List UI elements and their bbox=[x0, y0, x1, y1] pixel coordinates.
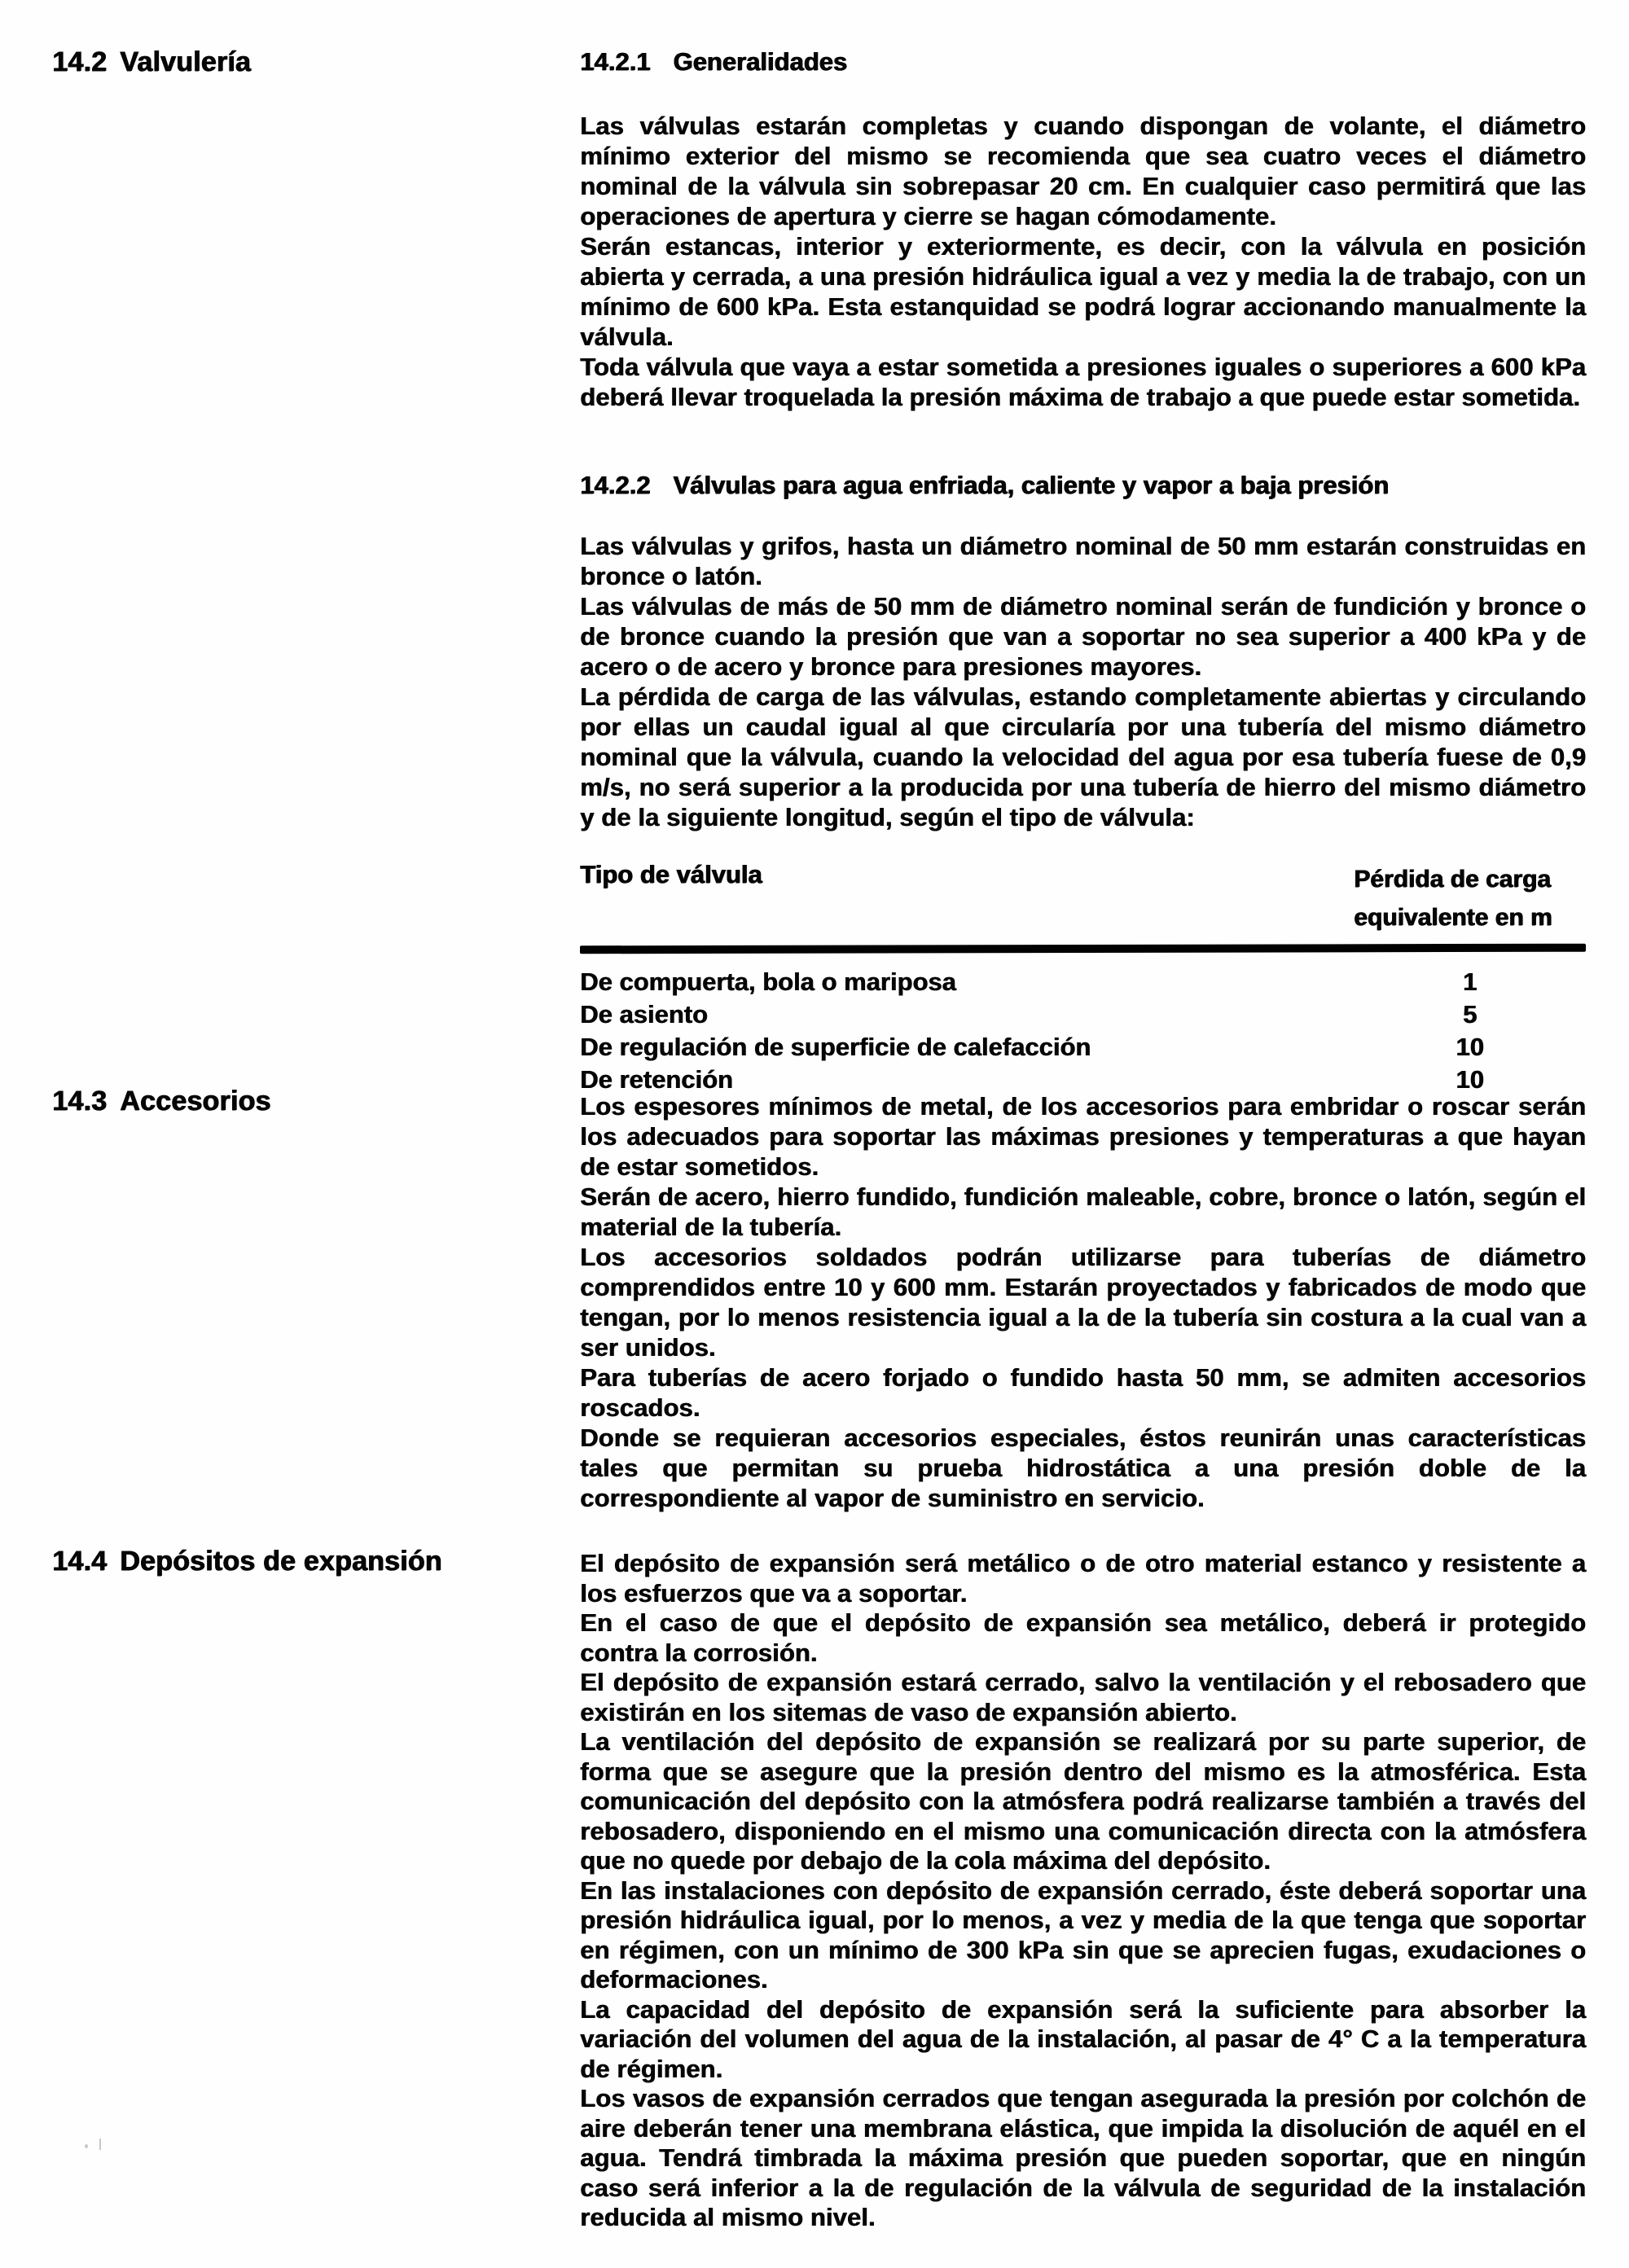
table-row bbox=[580, 966, 1586, 998]
paragraph: La pérdida de carga de las válvulas, estando completamente abiertas y circulando por ellas un caudal igual al que circularía por una tubería del mismo diámetro nominal que la válvula, cuando la velocidad del agua por esa tubería fuese de 0,9 m/s, no será superior a la producida por una tubería de hierro del mismo diámetro y de la siguiente longitud, según el tipo de válvula: bbox=[580, 682, 1586, 831]
scan-artifact bbox=[85, 2144, 88, 2148]
paragraph: Las válvulas y grifos, hasta un diámetro nominal de 50 mm estarán construidas en bronce o latón. bbox=[580, 532, 1586, 590]
section-body-14-2-1 bbox=[580, 111, 1586, 412]
paragraph: Los espesores mínimos de metal, de los accesorios para embridar o roscar serán los adecuados para soportar las máximas presiones y temperaturas a que hayan de estar sometidos. bbox=[580, 1092, 1586, 1181]
row-label: De asiento bbox=[580, 1000, 708, 1029]
table-col2-header-line2: equivalente en m bbox=[1354, 904, 1552, 931]
table-col2-header-line1: Pérdida de carga bbox=[1354, 866, 1551, 893]
section-number: 14.2.2 bbox=[580, 471, 651, 499]
margin-heading-14-3 bbox=[52, 1086, 270, 1117]
paragraph: La ventilación del depósito de expansión se realizará por su parte superior, de forma que se asegure que la presión dentro del mismo es la atmosférica. Esta comunicación del depósito con la atmósfera podrá realizarse también a través del rebosadero, disponiendo en el mismo una comunicación directa con la atmósfera que no quede por debajo de la cola máxima del depósito. bbox=[580, 1727, 1586, 1875]
paragraph: En el caso de que el depósito de expansión sea metálico, deberá ir protegido contra la corrosión. bbox=[580, 1608, 1586, 1667]
section-number: 14.2.1 bbox=[580, 47, 651, 76]
row-value: 1 bbox=[1462, 967, 1478, 996]
paragraph: Toda válvula que vaya a estar sometida a presiones iguales o superiores a 600 kPa deberá llevar troquelada la presión máxima de trabajo a que puede estar sometida. bbox=[580, 353, 1586, 411]
table-header-row bbox=[580, 860, 1586, 937]
row-value: 10 bbox=[1456, 1065, 1484, 1094]
table-col1-header: Tipo de válvula bbox=[580, 860, 762, 888]
scan-artifact bbox=[99, 2139, 101, 2150]
margin-heading-label: Depósitos de expansión bbox=[119, 1546, 442, 1577]
section-heading-14-2-2 bbox=[580, 471, 1586, 500]
table-rule bbox=[580, 944, 1586, 954]
section-body-14-4 bbox=[580, 1549, 1586, 2233]
row-label: De compuerta, bola o mariposa bbox=[580, 967, 956, 996]
section-body-14-2-2 bbox=[580, 531, 1586, 832]
row-value: 5 bbox=[1462, 1000, 1478, 1029]
margin-heading-label: Accesorios bbox=[119, 1086, 271, 1116]
section-heading-14-2-1 bbox=[580, 47, 1586, 77]
section-title: Generalidades bbox=[673, 47, 847, 76]
paragraph: En las instalaciones con depósito de expansión cerrado, éste deberá soportar una presión hidráulica igual, por lo menos, a vez y media de la que tenga que soportar en régimen, con un mínimo de 300 kPa sin que se aprecien fugas, exudaciones o deformaciones. bbox=[580, 1875, 1586, 1994]
margin-heading-number: 14.2 bbox=[52, 46, 107, 77]
table-row bbox=[580, 998, 1586, 1031]
paragraph: Las válvulas de más de 50 mm de diámetro nominal serán de fundición y bronce o de bronce cuando la presión que van a soportar no sea superior a 400 kPa y de acero o de acero y bronce para presiones mayores. bbox=[580, 592, 1586, 681]
paragraph: Para tuberías de acero forjado o fundido hasta 50 mm, se admiten accesorios roscados. bbox=[580, 1363, 1586, 1422]
paragraph: Las válvulas estarán completas y cuando dispongan de volante, el diámetro mínimo exterior del mismo se recomienda que sea cuatro veces el diámetro nominal de la válvula sin sobrepasar 20 cm. En cualquier caso permitirá que las operaciones de apertura y cierre se hagan cómodamente. bbox=[580, 112, 1586, 230]
paragraph: Serán estancas, interior y exteriormente, es decir, con la válvula en posición abierta y cerrada, a una presión hidráulica igual a vez y media la de trabajo, con un mínimo de 600 kPa. Esta estanquidad se podrá lograr accionando manualmente la válvula. bbox=[580, 232, 1586, 351]
section-title: Válvulas para agua enfriada, caliente y vapor a baja presión bbox=[673, 471, 1389, 499]
paragraph: El depósito de expansión será metálico o de otro material estanco y resistente a los esfuerzos que va a soportar. bbox=[580, 1549, 1586, 1608]
valve-loss-table bbox=[580, 860, 1586, 1096]
row-label: De retención bbox=[580, 1065, 733, 1094]
margin-heading-label: Valvulería bbox=[119, 46, 251, 77]
margin-heading-number: 14.4 bbox=[52, 1546, 107, 1577]
paragraph: Serán de acero, hierro fundido, fundición maleable, cobre, bronce o latón, según el material de la tubería. bbox=[580, 1182, 1586, 1241]
paragraph: Los accesorios soldados podrán utilizarse para tuberías de diámetro comprendidos entre 10 y 600 mm. Estarán proyectados y fabricados de modo que tengan, por lo menos resistencia igual a la de la tubería sin costura a la cual van a ser unidos. bbox=[580, 1243, 1586, 1362]
paragraph: Los vasos de expansión cerrados que tengan asegurada la presión por colchón de aire deberán tener una membrana elástica, que impida la disolución de aquél en el agua. Tendrá timbrada la máxima presión que pueden soportar, que en ningún caso será inferior a la de regulación de la válvula de seguridad de la instalación reducida al mismo nivel. bbox=[580, 2084, 1586, 2231]
section-body-14-3 bbox=[580, 1091, 1586, 1513]
paragraph: Donde se requieran accesorios especiales, éstos reunirán unas características tales que permitan su prueba hidrostática a una presión doble de la correspondiente al vapor de suministro en servicio. bbox=[580, 1424, 1586, 1512]
margin-heading-14-4 bbox=[52, 1546, 441, 1577]
paragraph: El depósito de expansión estará cerrado, salvo la ventilación y el rebosadero que existirán en los sitemas de vaso de expansión abierto. bbox=[580, 1668, 1586, 1726]
row-label: De regulación de superficie de calefacción bbox=[580, 1033, 1091, 1061]
margin-heading-number: 14.3 bbox=[52, 1086, 107, 1116]
margin-heading-14-2 bbox=[52, 46, 251, 78]
table-row bbox=[580, 1031, 1586, 1064]
table-col2-header bbox=[1354, 860, 1586, 937]
paragraph: La capacidad del depósito de expansión será la suficiente para absorber la variación del volumen del agua de la instalación, al pasar de 4° C a la temperatura de régimen. bbox=[580, 1994, 1586, 2083]
row-value: 10 bbox=[1456, 1033, 1484, 1061]
